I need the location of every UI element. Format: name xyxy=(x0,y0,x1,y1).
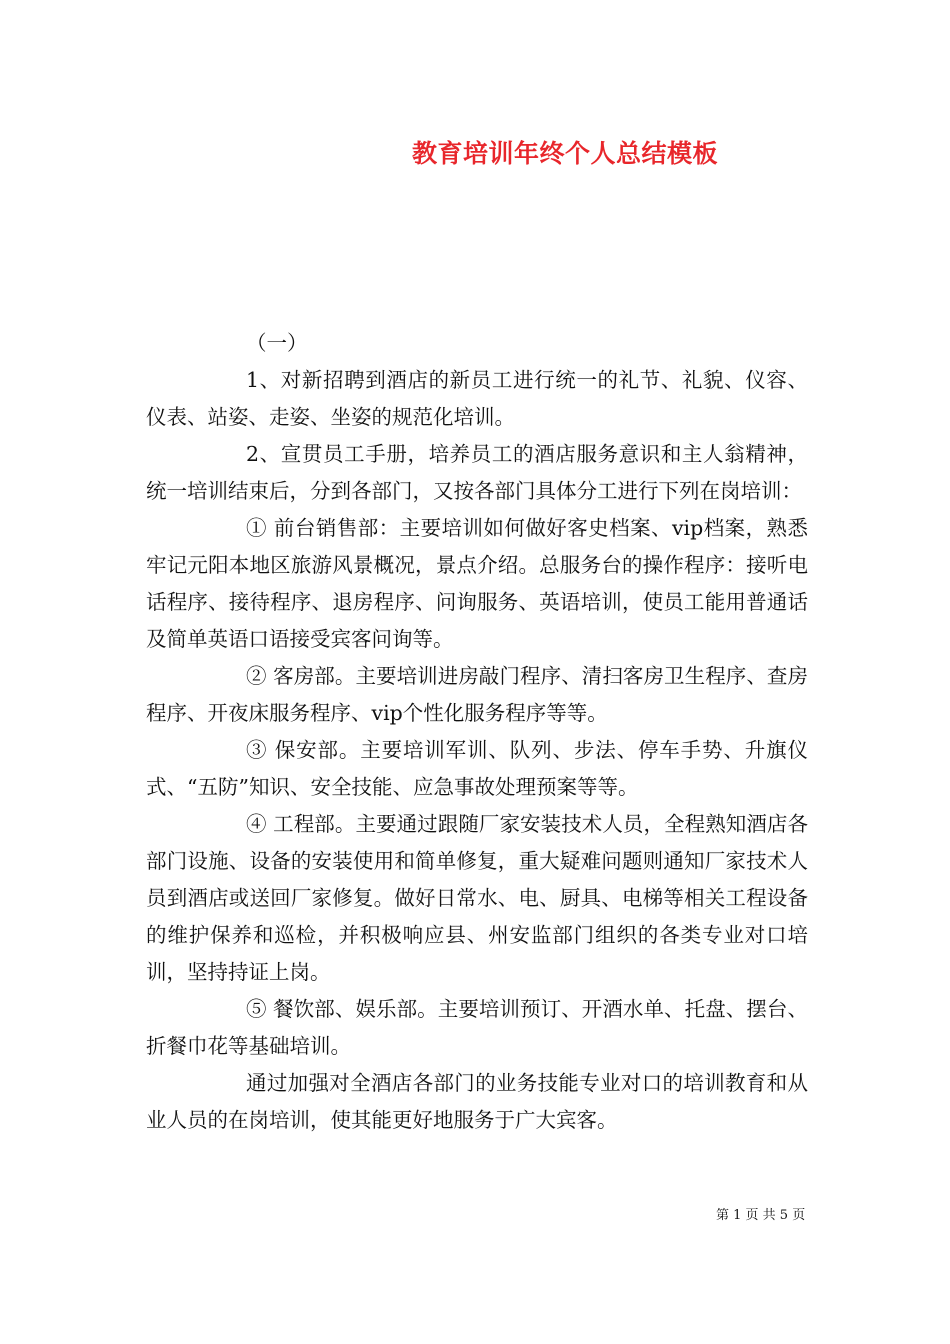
page-number: 第 1 页 共 5 页 xyxy=(716,1208,806,1223)
paragraph-1: 1、对新招聘到酒店的新员工进行统一的礼节、礼貌、仪容、仪表、站姿、走姿、坐姿的规范化培训。 xyxy=(146,368,808,429)
document-body xyxy=(146,325,808,1139)
paragraph-conclusion: 通过加强对全酒店各部门的业务技能专业对口的培训教育和从业人员的在岗培训，使其能更好地服务于广大宾客。 xyxy=(146,1071,808,1132)
paragraph-housekeeping: ② 客房部。主要培训进房敲门程序、清扫客房卫生程序、查房程序、开夜床服务程序、vip个性化服务程序等等。 xyxy=(146,664,808,725)
document-title: 教育培训年终个人总结模板 xyxy=(411,139,718,168)
paragraph-catering: ⑤ 餐饮部、娱乐部。主要培训预订、开酒水单、托盘、摆台、折餐巾花等基础培训。 xyxy=(146,997,808,1058)
paragraph-security: ③ 保安部。主要培训军训、队列、步法、停车手势、升旗仪式、“五防”知识、安全技能、应急事故处理预案等等。 xyxy=(146,738,808,799)
paragraph-2: 2、宣贯员工手册，培养员工的酒店服务意识和主人翁精神，统一培训结束后，分到各部门，又按各部门具体分工进行下列在岗培训： xyxy=(146,442,808,503)
paragraph-front-desk: ① 前台销售部：主要培训如何做好客史档案、vip档案，熟悉牢记元阳本地区旅游风景概况，景点介绍。总服务台的操作程序：接听电话程序、接待程序、退房程序、问询服务、英语培训，使员工能用普通话及简单英语口语接受宾客问询等。 xyxy=(146,516,808,651)
paragraph-engineering: ④ 工程部。主要通过跟随厂家安装技术人员，全程熟知酒店各部门设施、设备的安装使用和简单修复，重大疑难问题则通知厂家技术人员到酒店或送回厂家修复。做好日常水、电、厨具、电梯等相关工程设备的维护保养和巡检，并积极响应县、州安监部门组织的各类专业对口培训，坚持持证上岗。 xyxy=(146,812,808,984)
section-heading: （一） xyxy=(246,331,308,355)
